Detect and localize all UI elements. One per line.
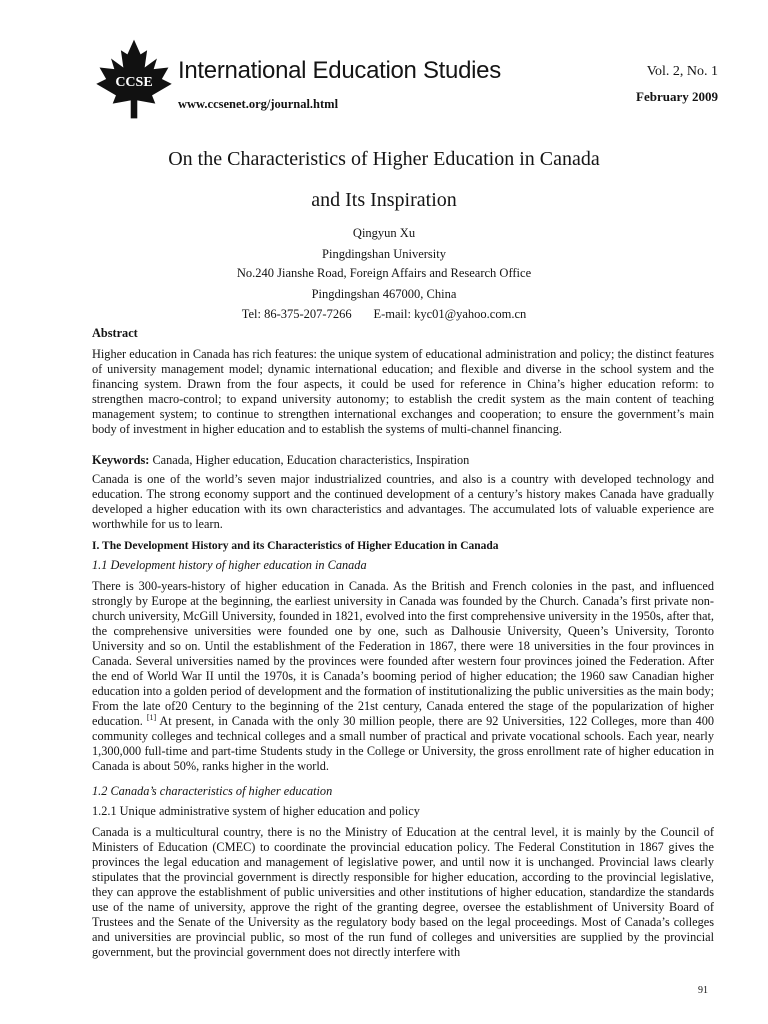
journal-url[interactable]: www.ccsenet.org/journal.html: [178, 97, 339, 111]
issue-date: February 2009: [636, 89, 718, 104]
article-title-line1: On the Characteristics of Higher Education in Canada: [168, 148, 600, 170]
keywords-list: Canada, Higher education, Education characteristics, Inspiration: [149, 453, 470, 467]
reference-marker: [1]: [146, 712, 157, 722]
author-contact: Tel: 86-375-207-7266 E-mail: kyc01@yahoo.com.cn: [241, 307, 527, 321]
author-address: No.240 Jianshe Road, Foreign Affairs and Research Office: [236, 266, 532, 280]
subsection-1-1-text-a: There is 300-years-history of higher education in Canada. As the British and French colonies in the past, and influenced strongly by Europe at the beginning, the earliest university in Canada was founded by the Church. Canada’s first private non-church university, McGill University, founded in 1821, evolved into the first comprehensive university in the 1950s, after that, the comprehensive universities were founded one by one, such as Dalhousie University, Queen’s University, Toronto University and so on. Until the establishment of the Federation in 1867, there were 18 universities in the four provinces in Canada. Several universities named by the provinces were founded after western four provinces joined the Federation. After the end of World War II until the 1970s, it is Canada’s booming period of higher education; the 1960 saw Canadian higher education into a golden period of development and the formation of institutionalizing the public universities as the main body; From the late of20 Century to the beginning of the 21st century, Canada entered the stage of the popularization of higher education.: [92, 579, 714, 728]
volume-number: Vol. 2, No. 1: [646, 64, 718, 79]
abstract-heading: Abstract: [92, 326, 138, 340]
subsection-1-1-text: [92, 579, 714, 774]
subsection-1-1-heading: 1.1 Development history of higher education in Canada: [92, 558, 367, 572]
journal-title: International Education Studies: [178, 57, 501, 84]
author-name: Qingyun Xu: [352, 226, 416, 240]
author-affiliation: Pingdingshan University: [322, 247, 446, 261]
section1-heading: I. The Development History and its Characteristics of Higher Education in Canada: [92, 540, 499, 552]
article-title-line2: and Its Inspiration: [311, 189, 457, 211]
keywords: [92, 453, 714, 468]
ccse-logo: [92, 38, 176, 120]
author-city: Pingdingshan 467000, China: [311, 287, 457, 301]
subsection-1-2-1-text: Canada is a multicultural country, there is no the Ministry of Education at the central level, it is mainly by the Council of Ministers of Education (CMEC) to coordinate the provincial education policy. The Federal Constitution in 1867 gives the provinces the legal education and management of legislative power, and until now it is unchanged. Provincial laws clearly stipulates that the provincial government is directly responsible for higher education, according to the provincial legislative, they can approve the establishment of public universities and other institutions of higher education, standardize the standards use of the name of university, approve the right of the granting degree, oversee the establishment of University Board of Trustees and the Senate of the University as the regulatory body based on the legal proceedings. Most of Canada’s colleges and universities are provincial public, so most of the run fund of colleges and universities are supplied by the provincial government, but the provincial government does not directly interfere with: [92, 825, 714, 959]
subsection-1-1-text-b: At present, in Canada with the only 30 million people, there are 92 Universities, 122 Colleges, more than 400 community colleges and technical colleges and a small number of practical and private vocational schools. Each year, nearly 1,300,000 full-time and part-time Students study in the College or University, the gross enrollment rate of higher education in Canada is about 50%, ranks higher in the world.: [92, 714, 714, 773]
intro-paragraph: Canada is one of the world’s seven major industrialized countries, and also is a country with developed technology and education. The strong economy support and the continued development of a century’s history makes Canada have gradually developed a higher education with its own characteristics and advantages. The accumulated lots of valuable experience are worthwhile for us to learn.: [92, 472, 714, 531]
page-number: 91: [698, 985, 708, 996]
abstract-text: Higher education in Canada has rich features: the unique system of educational administration and policy; the distinct features of university management model; dynamic international education; and flexible and diverse in the school system and the financing system. Drawn from the four aspects, it could be used for reference in China’s higher education reform: to strengthen macro-control; to expand university autonomy; to establish the credit system as the main content of teaching management system; to continue to strengthen international exchanges and cooperation; to ensure the government’s main body of investment in higher education and to establish the systems of multi-channel financing.: [92, 347, 714, 436]
subsection-1-2-heading: 1.2 Canada’s characteristics of higher education: [92, 784, 333, 798]
subsection-1-2-1-heading: 1.2.1 Unique administrative system of higher education and policy: [92, 804, 420, 818]
logo-text: CCSE: [115, 75, 153, 90]
keywords-label: Keywords:: [92, 453, 150, 467]
